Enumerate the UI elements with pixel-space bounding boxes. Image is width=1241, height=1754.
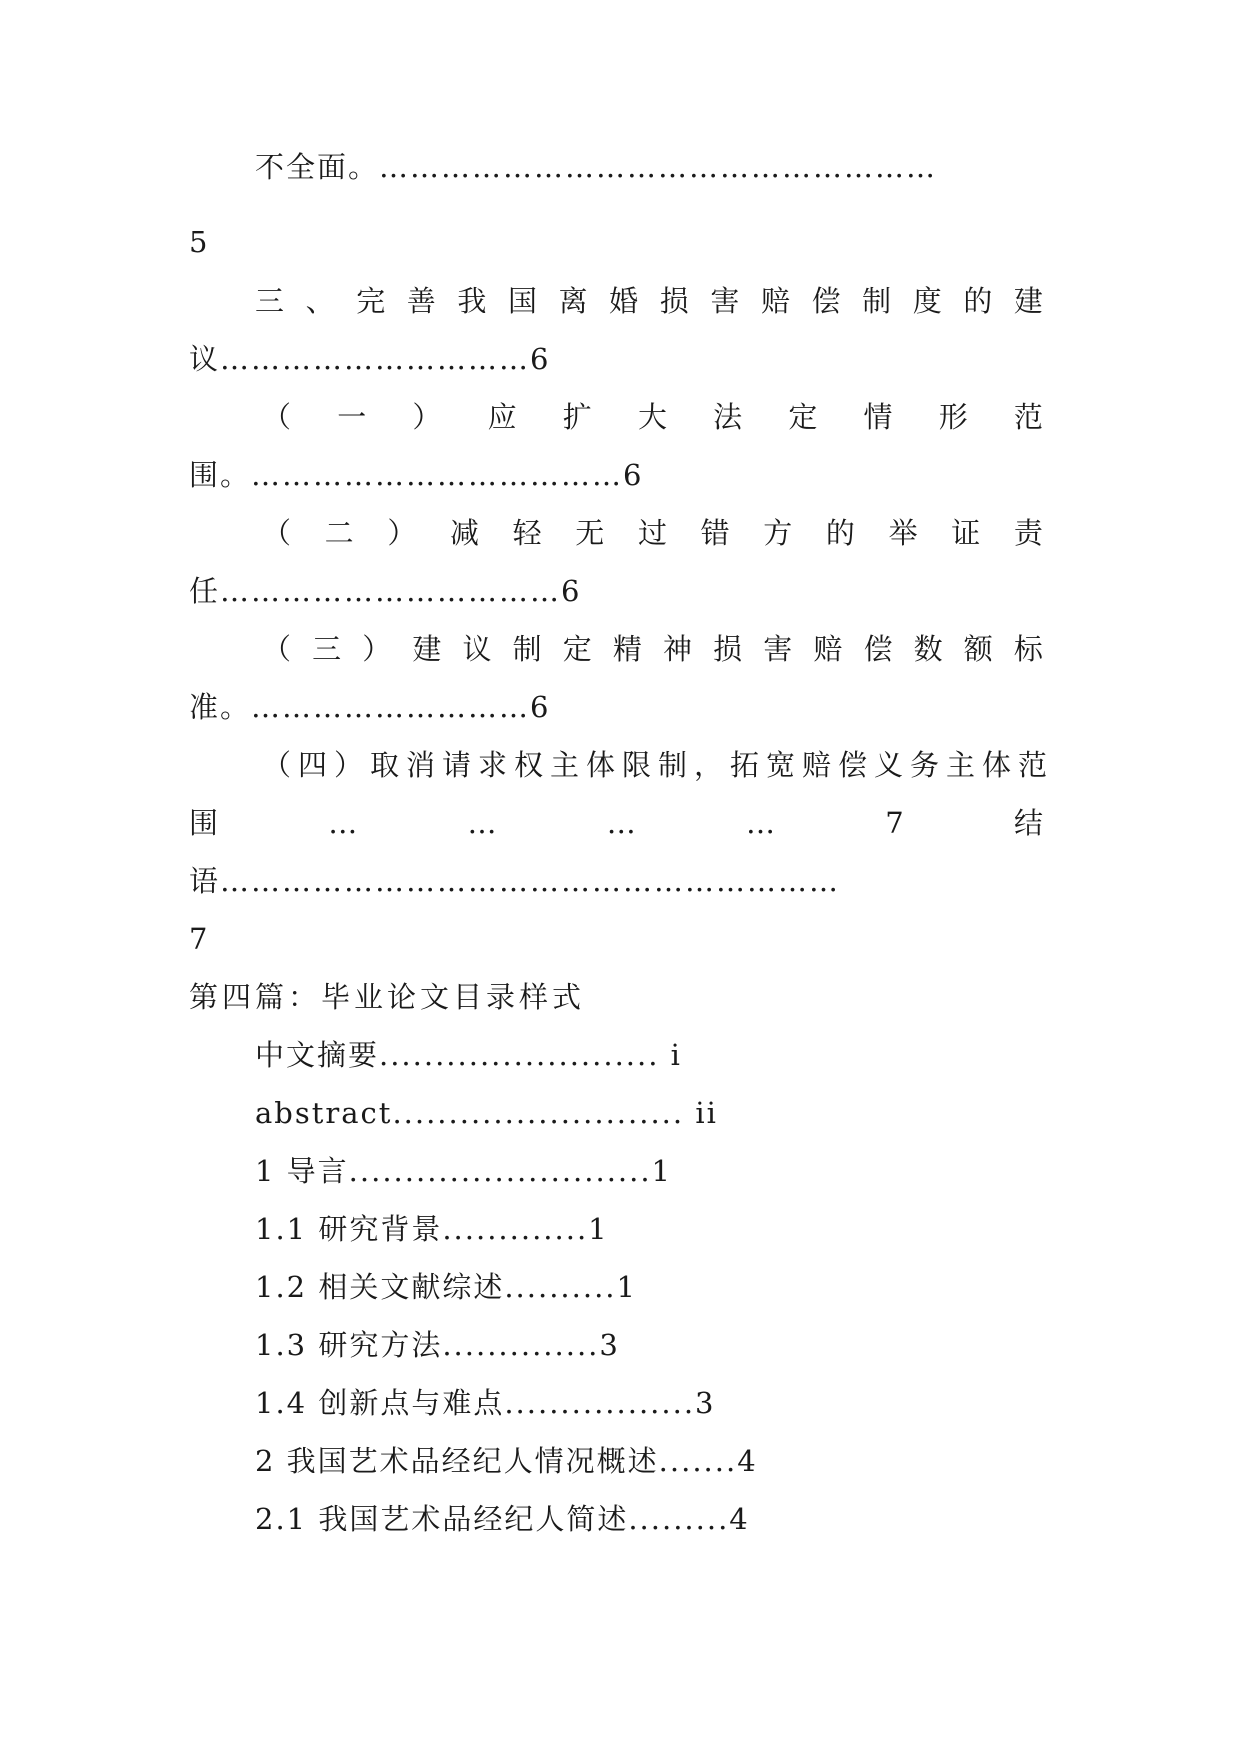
toc-entry: 1.2 相关文献综述..........1: [255, 1270, 637, 1304]
toc-line-justified: 三 、 完 善 我 国 离 婚 损 害 赔 偿 制 度 的 建: [255, 284, 1043, 318]
toc-entry: 1.3 研究方法..............3: [255, 1328, 620, 1362]
toc-entry: 1.1 研究背景.............1: [255, 1212, 609, 1246]
toc-entry: abstract.......................... ii: [255, 1096, 718, 1130]
toc-line: 准。………………………6: [189, 690, 551, 724]
toc-line-justified: （ 一 ） 应 扩 大 法 定 情 形 范: [262, 400, 1043, 434]
toc-entry: 1.4 创新点与难点.................3: [255, 1386, 716, 1420]
toc-line: 语……………………………………………………: [189, 864, 841, 898]
toc-entry: 中文摘要......................... i: [255, 1038, 682, 1072]
toc-entry: 1 导言...........................1: [255, 1154, 673, 1188]
toc-line: 不全面。………………………………………………: [255, 150, 938, 184]
page-number: 7: [189, 922, 208, 956]
toc-line: （四）取消请求权主体限制，拓宽赔偿义务主体范: [262, 748, 1055, 782]
toc-line: 围。………………………………6: [189, 458, 644, 492]
page-number: 5: [189, 225, 208, 259]
toc-line-justified: （ 三 ） 建 议 制 定 精 神 损 害 赔 偿 数 额 标: [262, 632, 1043, 666]
toc-line: 议…………………………6: [189, 342, 551, 376]
toc-entry: 2.1 我国艺术品经纪人简述.........4: [255, 1502, 750, 1536]
toc-line-justified: 围 … … … … 7 结: [189, 806, 1043, 840]
toc-entry: 2 我国艺术品经纪人情况概述.......4: [255, 1444, 758, 1478]
toc-line-justified: （ 二 ） 减 轻 无 过 错 方 的 举 证 责: [262, 516, 1043, 550]
toc-line: 任……………………………6: [189, 574, 582, 608]
section-title: 第四篇：毕业论文目录样式: [189, 980, 586, 1014]
